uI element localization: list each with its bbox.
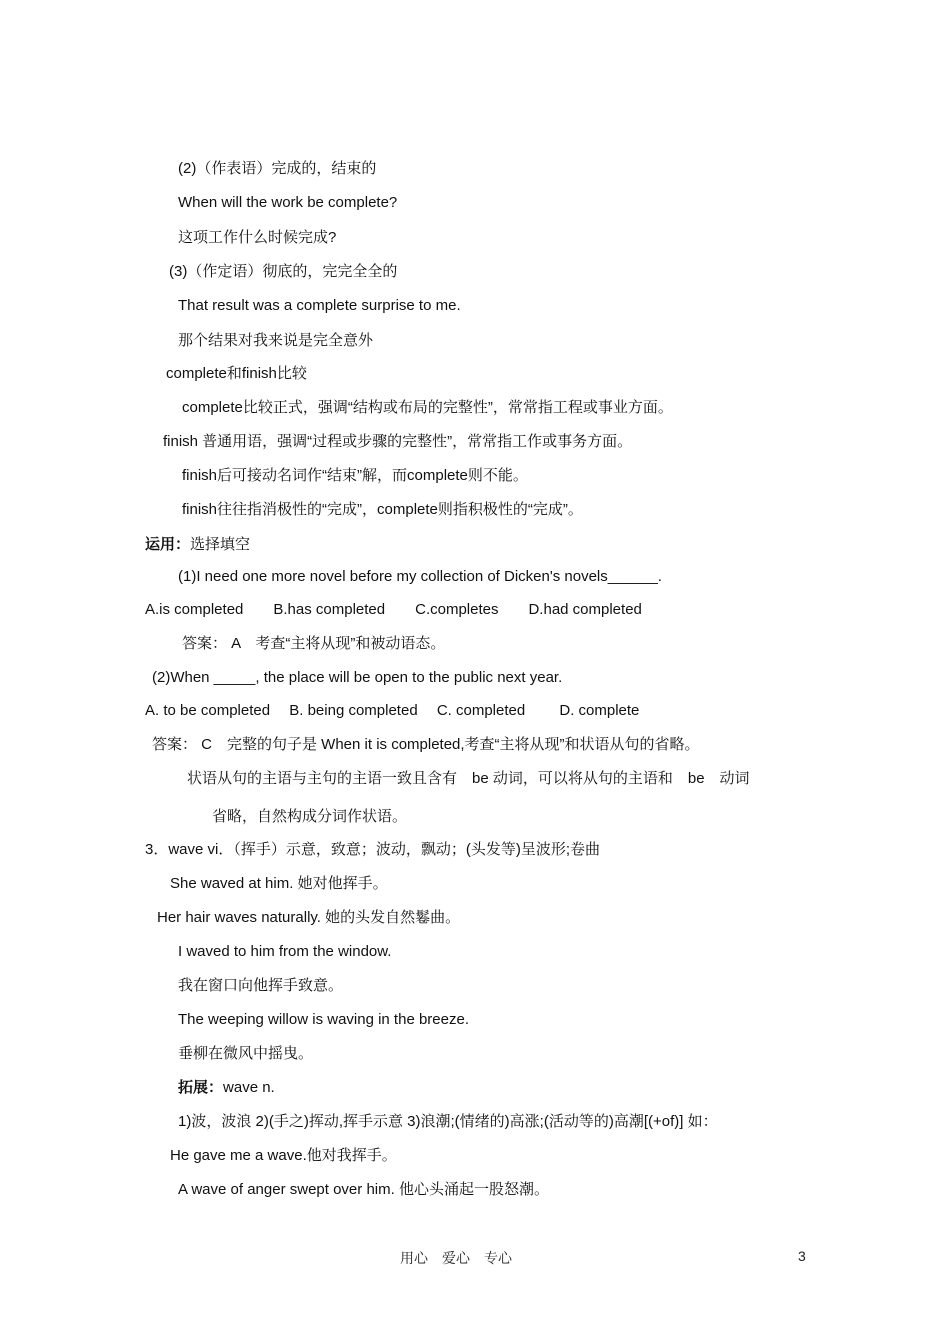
text-line: 3．wave vi．（挥手）示意，致意；波动，飘动；(头发等)呈波形;卷曲 — [145, 841, 601, 858]
footer-word: 专心 — [484, 1250, 512, 1266]
text-line — [145, 535, 250, 555]
text-line: 那个结果对我来说是完全意外 — [178, 332, 374, 349]
text-line — [178, 1078, 275, 1098]
section-text: 选择填空 — [190, 536, 251, 553]
text-line: He gave me a wave.他对我挥手。 — [170, 1147, 397, 1164]
page-footer — [400, 1248, 526, 1268]
section-label: 运用： — [145, 536, 191, 553]
footer-word: 用心 — [400, 1250, 428, 1266]
text-line: That result was a complete surprise to me. — [178, 297, 461, 314]
text-line: finish后可接动名词作“结束”解，而complete则不能。 — [182, 467, 528, 484]
footer-word: 爱心 — [442, 1250, 470, 1266]
text-line: 答案： C 完整的句子是 When it is completed,考查“主将从现”和状语从句的省略。 — [152, 736, 700, 753]
text-line: (2)When _____, the place will be open to the public next year. — [152, 669, 563, 686]
text-line: 1)波，波浪 2)(手之)挥动,挥手示意 3)浪潮;(情绪的)高涨;(活动等的)高潮[(+of)] 如： — [178, 1113, 718, 1130]
text-line: 省略，自然构成分词作状语。 — [212, 808, 408, 825]
text-line: (1)I need one more novel before my collection of Dicken's novels______. — [178, 568, 662, 585]
text-line: 答案： A 考查“主将从现”和被动语态。 — [182, 635, 446, 652]
text-line: (3)（作定语）彻底的，完完全全的 — [169, 263, 398, 280]
text-line: A.is completed B.has completed C.completes D.had completed — [145, 601, 642, 618]
text-line: Her hair waves naturally. 她的头发自然鬈曲。 — [157, 909, 461, 926]
text-line: The weeping willow is waving in the breeze. — [178, 1011, 469, 1028]
text-line: She waved at him. 她对他挥手。 — [170, 875, 388, 892]
text-line: 垂柳在微风中摇曳。 — [178, 1045, 314, 1062]
text-line: When will the work be complete? — [178, 194, 398, 211]
text-line: finish 普通用语，强调“过程或步骤的完整性”，常常指工作或事务方面。 — [163, 433, 633, 450]
section-text: wave n. — [223, 1079, 275, 1096]
text-line: A. to be completed B. being completed C. completed D. complete — [145, 702, 640, 719]
text-line: finish往往指消极性的“完成”，complete则指积极性的“完成”。 — [182, 501, 583, 518]
text-line: 我在窗口向他挥手致意。 — [178, 977, 344, 994]
text-line: A wave of anger swept over him. 他心头涌起一股怒潮。 — [178, 1181, 549, 1198]
text-line: (2)（作表语）完成的，结束的 — [178, 160, 377, 177]
text-line: 状语从句的主语与主句的主语一致且含有 be 动词，可以将从句的主语和 be 动词 — [187, 770, 750, 787]
text-line: complete和finish比较 — [166, 365, 307, 382]
page-number: 3 — [798, 1248, 806, 1264]
text-line: complete比较正式，强调“结构或布局的完整性”，常常指工程或事业方面。 — [182, 399, 673, 416]
text-line: 这项工作什么时候完成? — [178, 229, 337, 246]
section-label: 拓展： — [178, 1079, 224, 1096]
text-line: I waved to him from the window. — [178, 943, 392, 960]
